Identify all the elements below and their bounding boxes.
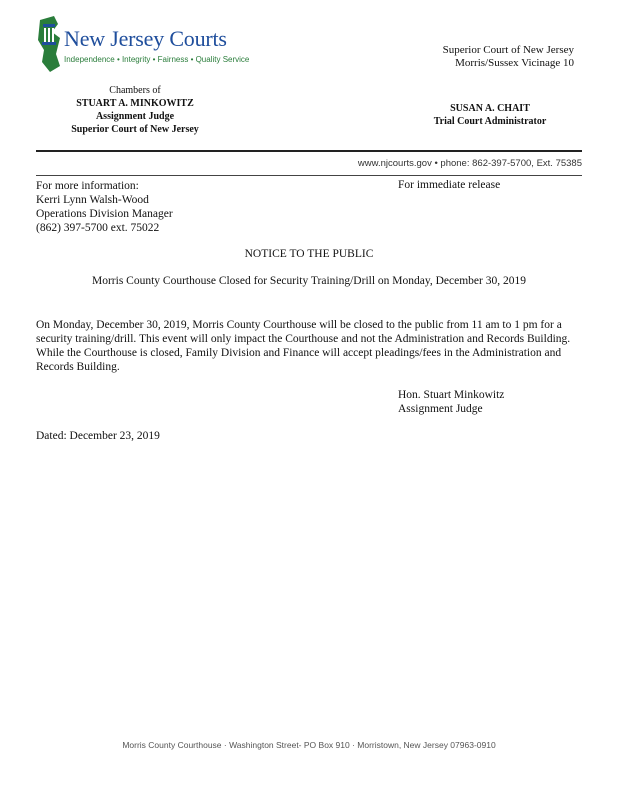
info-name: Kerri Lynn Walsh-Wood xyxy=(36,194,149,206)
signature-name: Hon. Stuart Minkowitz xyxy=(398,389,505,401)
administrator-name: SUSAN A. CHAIT xyxy=(450,103,530,114)
notice-body: On Monday, December 30, 2019, Morris County Courthouse will be closed to the public from 11 am to 1 pm for a security training/drill. This event will only impact the Courthouse and not the Administration and Records Building. While the Courthouse is closed, Family Division and Finance will accept pleadings/fees in the Administration and Records Building. xyxy=(36,319,571,373)
info-label: For more information: xyxy=(36,180,139,192)
signature-block xyxy=(398,388,504,416)
chambers-label: Chambers of xyxy=(109,85,161,96)
contact-divider xyxy=(36,175,582,176)
chambers-block xyxy=(40,84,230,136)
info-position: Operations Division Manager xyxy=(36,208,173,220)
court-info xyxy=(354,44,574,70)
judge-name: STUART A. MINKOWITZ xyxy=(76,98,194,109)
judge-court: Superior Court of New Jersey xyxy=(71,124,199,135)
nj-courts-logo-icon xyxy=(34,14,66,74)
vicinage: Morris/Sussex Vicinage 10 xyxy=(455,57,574,69)
header-divider xyxy=(36,150,582,152)
notice-subtitle: Morris County Courthouse Closed for Security Training/Drill on Monday, December 30, 2019 xyxy=(92,275,526,287)
dated-line: Dated: December 23, 2019 xyxy=(36,430,160,442)
logo-title: New Jersey Courts xyxy=(64,26,227,51)
notice-title: NOTICE TO THE PUBLIC xyxy=(244,248,374,260)
logo-tagline: Independence • Integrity • Fairness • Quality Service xyxy=(64,55,250,64)
administrator-title: Trial Court Administrator xyxy=(433,116,547,127)
contact-line: www.njcourts.gov • phone: 862-397-5700, Ext. 75385 xyxy=(357,158,582,169)
judge-title: Assignment Judge xyxy=(95,111,175,122)
release-label: For immediate release xyxy=(398,179,501,191)
contact-info xyxy=(36,179,173,235)
footer-address: Morris County Courthouse · Washington Street- PO Box 910 · Morristown, New Jersey 07963-0910 xyxy=(122,740,496,750)
court-name: Superior Court of New Jersey xyxy=(442,44,574,56)
info-phone: (862) 397-5700 ext. 75022 xyxy=(36,222,160,234)
signature-title: Assignment Judge xyxy=(398,403,483,415)
administrator-block xyxy=(410,102,570,128)
